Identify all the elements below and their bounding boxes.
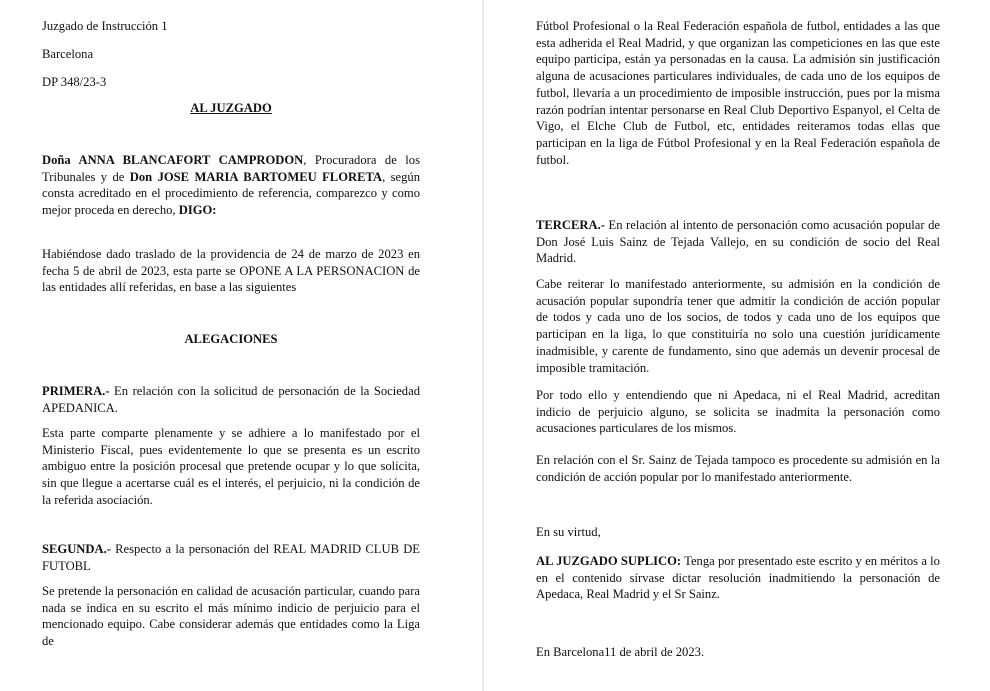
segunda-body: Se pretende la personación en calidad de acusación particular, cuando para nada se indica en su escrito el más mínimo indicio de perjuicio para el mencionado equipo. Cabe considerar además que entidades como la Liga de <box>42 584 420 649</box>
opposition-paragraph: Habiéndose dado traslado de la providencia de 24 de marzo de 2023 en fecha 5 de abril de 2023, esta parte se OPONE A LA PERSONACION de las entidades allí referidas, en base a las siguientes <box>42 247 420 295</box>
alegaciones-heading: ALEGACIONES <box>184 332 278 346</box>
tercera-body-2: Por todo ello y entendiendo que ni Apedaca, ni el Real Madrid, acreditan indicio de perjuicio alguno, se solicita se inadmita la personación como acusaciones particulares de los mismos. <box>536 388 940 436</box>
client-name: Don JOSE MARIA BARTOMEU FLORETA <box>129 169 383 184</box>
primera-body: Esta parte comparte plenamente y se adhiere a lo manifestado por el Ministerio Fiscal, pues evidentemente lo que se presenta es un escrito ambiguo entre la posición procesal que pretende ocupar y lo que solicita, sin que llegue a acertarse cuál es el interés, el perjuicio, ni la condición de la referida asociación. <box>42 426 420 507</box>
en-su-virtud: En su virtud, <box>536 525 601 539</box>
tercera-body-1: Cabe reiterar lo manifestado anteriormente, su admisión en la condición de acusación popular supondría tener que admitir la condición de acción popular de todos y cada uno de los socios, de todos y cada uno de los equipos que participan en la liga, lo que constituiría no solo una cuestión jurídicamente inadmisible, y carente de fundamento, sino que además un devenir procesal de imposible tramitación. <box>536 277 940 375</box>
tercera-heading: TERCERA.- En relación al intento de personación como acusación popular de Don José Luis Sainz de Tejada Vallejo, en su condición de socio del Real Madrid. <box>536 218 940 266</box>
procurator-name: Doña ANNA BLANCAFORT CAMPRODON <box>42 153 304 167</box>
case-reference: DP 348/23-3 <box>42 75 107 89</box>
segunda-continuation: Fútbol Profesional o la Real Federación española de futbol, entidades a las que esta adherida el Real Madrid, y que organizan las competiciones en las que este equipo participa, están ya personadas en la causa. La admisión sin justificación alguna de acusaciones particulares individuales, de cada uno de los equipos de futbol, llevaría a un procedimiento de imposible instrucción, pues por la misma razón podrían intentar personarse en Real Club Deportivo Espanyol, el Celta de Vigo, el Elche Club de Futbol, etc, entidades reiteramos todas ellas que participan en la liga de Fútbol Profesional y en la Real Federación española de futbol. <box>536 19 940 167</box>
date-line: En Barcelona11 de abril de 2023. <box>536 645 705 659</box>
tercera-body-3: En relación con el Sr. Sainz de Tejada tampoco es procedente su admisión en la condición de acción popular por lo manifestado anteriormente. <box>536 453 940 484</box>
document-page-right <box>484 0 990 691</box>
court-name: Juzgado de Instrucción 1 <box>42 19 168 33</box>
intro-paragraph: Doña ANNA BLANCAFORT CAMPRODON, Procuradora de los Tribunales y de Don JOSE MARIA BARTOMEU FLORETA, según consta acreditado en el procedimiento de referencia, comparezco y como mejor proceda en derecho, DIGO: <box>42 153 420 218</box>
addressee-heading: AL JUZGADO <box>190 101 272 115</box>
segunda-heading: SEGUNDA.- Respecto a la personación del REAL MADRID CLUB DE FUTOBL <box>42 542 420 573</box>
primera-heading: PRIMERA.- En relación con la solicitud de personación de la Sociedad APEDANICA. <box>42 384 420 415</box>
suplico-paragraph: AL JUZGADO SUPLICO: Tenga por presentado este escrito y en méritos a lo en el contenido sírvase dictar resolución inadmitiendo la personación de Apedaca, Real Madrid y el Sr Sainz. <box>536 554 940 602</box>
city: Barcelona <box>42 47 94 61</box>
document-page-left <box>0 0 482 691</box>
